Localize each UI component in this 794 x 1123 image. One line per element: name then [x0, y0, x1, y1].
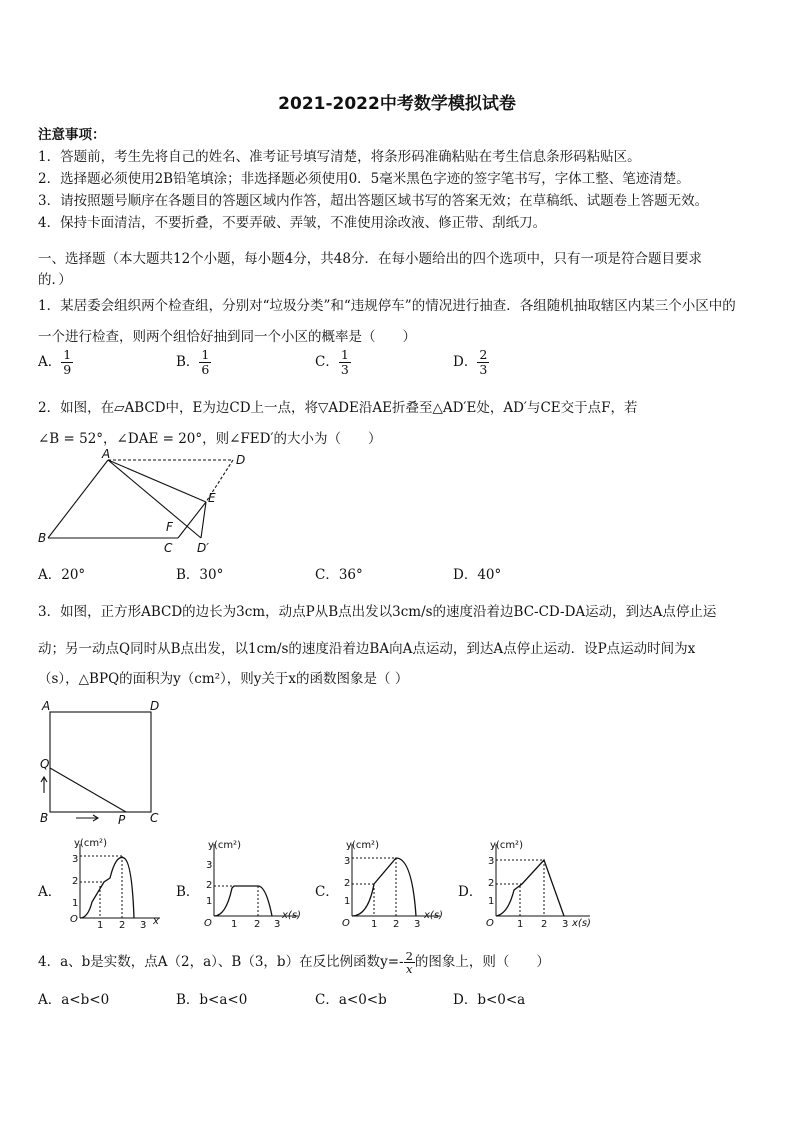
fraction — [477, 348, 489, 377]
section-heading-line2: 的．） — [38, 272, 72, 288]
notice-item: 1．答题前，考生先将自己的姓名、准考证号填写清楚，将条形码准确粘贴在考生信息条形码粘贴区。 — [38, 149, 641, 165]
fraction — [339, 348, 351, 377]
q3-option-c-label[interactable]: C． — [315, 884, 339, 900]
xtick: 3 — [414, 919, 421, 928]
q4-option-d[interactable]: D．b<0<a — [453, 992, 526, 1008]
x-axis-label: x(s) — [282, 910, 301, 921]
notice-item: 2．选择题必须使用2B铅笔填涂；非选择题必须使用0．5毫米黑色字迹的签字笔书写，字体工整、笔迹清楚。 — [38, 171, 690, 187]
ytick: 3 — [72, 854, 79, 865]
xtick: 3 — [274, 919, 281, 928]
label-d: D — [150, 699, 160, 713]
q1-text-line2: 一个进行检查，则两个组恰好抽到同一个小区的概率是（ ） — [38, 329, 416, 345]
y-axis-label: y(cm²) — [490, 840, 523, 851]
ytick: 2 — [344, 878, 351, 889]
graph-curve — [214, 886, 272, 916]
q3-option-a-label[interactable]: A． — [38, 884, 62, 900]
notice-item: 3．请按照题号顺序在各题目的答题区域内作答，超出答题区域书写的答案无效；在草稿纸、试题卷上答题无效。 — [38, 193, 709, 209]
q2-text-line1: 2．如图，在▱ABCD中，E为边CD上一点，将▽ADE沿AE折叠至△AD′E处，AD′与CE交于点F，若 — [38, 400, 638, 416]
origin-label: O — [70, 914, 78, 925]
q3-text-line3: （s），△BPQ的面积为y（cm²），则y关于x的函数图象是（ ） — [38, 671, 409, 687]
x-axis-label: x(s) — [572, 918, 591, 928]
ytick: 2 — [206, 880, 213, 891]
ytick: 1 — [488, 896, 495, 907]
origin-label: O — [204, 918, 212, 928]
denominator: 9 — [63, 362, 72, 377]
q3-graph-a[interactable] — [60, 836, 170, 928]
xtick: 2 — [254, 919, 261, 928]
q2-option-d[interactable]: D．40° — [453, 567, 502, 583]
label-p: P — [118, 813, 126, 827]
fraction — [61, 348, 73, 377]
numerator: 2 — [479, 347, 488, 362]
xtick: 2 — [541, 919, 548, 928]
numerator: 1 — [340, 347, 349, 362]
q3-option-d-label[interactable]: D． — [458, 884, 483, 900]
ytick: 1 — [206, 896, 213, 907]
denominator: 6 — [201, 362, 210, 377]
y-axis-label: y(cm²) — [346, 840, 379, 851]
ytick: 2 — [488, 878, 495, 889]
y-axis-label: y(cm²) — [208, 840, 241, 851]
xtick: 2 — [119, 920, 126, 928]
q2-option-b[interactable]: B．30° — [176, 567, 224, 583]
y-axis-label: y(cm²) — [74, 838, 107, 849]
notice-heading: 注意事项： — [38, 127, 106, 143]
q3-option-b-label[interactable]: B． — [176, 884, 200, 900]
numerator: 1 — [201, 347, 210, 362]
ytick: 2 — [72, 876, 79, 887]
q1-text-line1: 1．某居委会组织两个检查组，分别对“垃圾分类”和“违规停车”的情况进行抽查．各组随机抽取辖区内某三个小区中的 — [38, 298, 736, 314]
label-f: F — [166, 520, 173, 534]
graph-curve — [352, 858, 416, 916]
q3-text-line1: 3．如图，正方形ABCD的边长为3cm，动点P从B点出发以3cm/s的速度沿着边BC-CD-DA运动，到达A点停止运 — [38, 604, 717, 620]
q3-graph-d[interactable] — [480, 836, 600, 928]
label-q: Q — [40, 757, 50, 771]
label-a: A — [102, 448, 111, 461]
fraction — [404, 950, 415, 975]
notice-item: 4．保持卡面清洁，不要折叠，不要弄破、弄皱，不准使用涂改液、修正带、刮纸刀。 — [38, 215, 547, 231]
ytick: 3 — [488, 856, 495, 867]
q2-parallelogram-figure — [36, 448, 256, 560]
label-b: B — [40, 811, 49, 825]
q3-text-line2: 动；另一动点Q同时从B点出发，以1cm/s的速度沿着边BA向A点运动，到达A点停止运动．设P点运动时间为x — [38, 641, 696, 657]
label-a: A — [42, 699, 51, 713]
xtick: 2 — [393, 919, 400, 928]
option-label: D． — [453, 354, 478, 370]
q2-option-c[interactable]: C．36° — [315, 567, 363, 583]
q3-square-figure — [34, 698, 174, 828]
xtick: 3 — [562, 919, 569, 928]
label-c: C — [150, 811, 159, 825]
segment-ae — [108, 460, 206, 502]
ytick: 1 — [344, 896, 351, 907]
segment-qp — [50, 768, 126, 812]
ytick: 1 — [72, 898, 79, 909]
xtick: 1 — [371, 919, 378, 928]
xtick: 1 — [517, 919, 524, 928]
option-label: B． — [176, 354, 200, 370]
x-axis-label: x — [153, 916, 159, 927]
q4-option-c[interactable]: C．a<0<b — [315, 992, 387, 1008]
numerator: 2 — [405, 949, 413, 963]
q4-text-pre: 4．a、b是实数，点A（2，a）、B（3，b）在反比例函数y=- — [38, 954, 404, 970]
origin-label: O — [342, 918, 350, 928]
label-d: D — [236, 453, 246, 467]
q1-option-a[interactable] — [38, 348, 73, 377]
section-heading-line1: 一、选择题（本大题共12个小题，每小题4分，共48分．在每小题给出的四个选项中，只有一项是符合题目要求 — [38, 251, 702, 267]
numerator: 1 — [63, 347, 72, 362]
q4-text — [38, 950, 550, 975]
q2-text-line2: ∠B = 52°，∠DAE = 20°，则∠FED′的大小为（ ） — [38, 431, 382, 447]
option-label: A． — [38, 354, 62, 370]
xtick: 1 — [97, 920, 104, 928]
denominator: 3 — [479, 362, 488, 377]
q4-option-a[interactable]: A．a<b<0 — [38, 992, 110, 1008]
label-c: C — [164, 541, 173, 555]
q1-option-d[interactable] — [453, 348, 489, 377]
segment-ab — [48, 460, 108, 538]
q4-option-b[interactable]: B．b<a<0 — [176, 992, 248, 1008]
xtick: 3 — [140, 920, 147, 928]
q4-text-post: 的图象上，则（ ） — [414, 954, 550, 970]
denominator: x — [405, 962, 413, 976]
graph-curve — [80, 857, 134, 918]
fraction — [199, 348, 211, 377]
ytick: 3 — [206, 860, 213, 871]
q3-graph-b[interactable] — [196, 836, 308, 928]
xtick: 1 — [231, 919, 238, 928]
q1-option-b[interactable] — [176, 348, 211, 377]
q3-graph-c[interactable] — [334, 836, 450, 928]
page-title: 2021-2022中考数学模拟试卷 — [278, 94, 516, 114]
q2-option-a[interactable]: A．20° — [38, 567, 86, 583]
x-axis-label: x(s) — [424, 910, 443, 921]
label-d-prime: D′ — [197, 541, 209, 555]
denominator: 3 — [340, 362, 349, 377]
ytick: 3 — [344, 856, 351, 867]
option-label: C． — [315, 354, 339, 370]
label-e: E — [208, 491, 216, 505]
origin-label: O — [486, 918, 494, 928]
label-b: B — [38, 531, 47, 545]
graph-curve — [496, 860, 564, 916]
q1-option-c[interactable] — [315, 348, 351, 377]
